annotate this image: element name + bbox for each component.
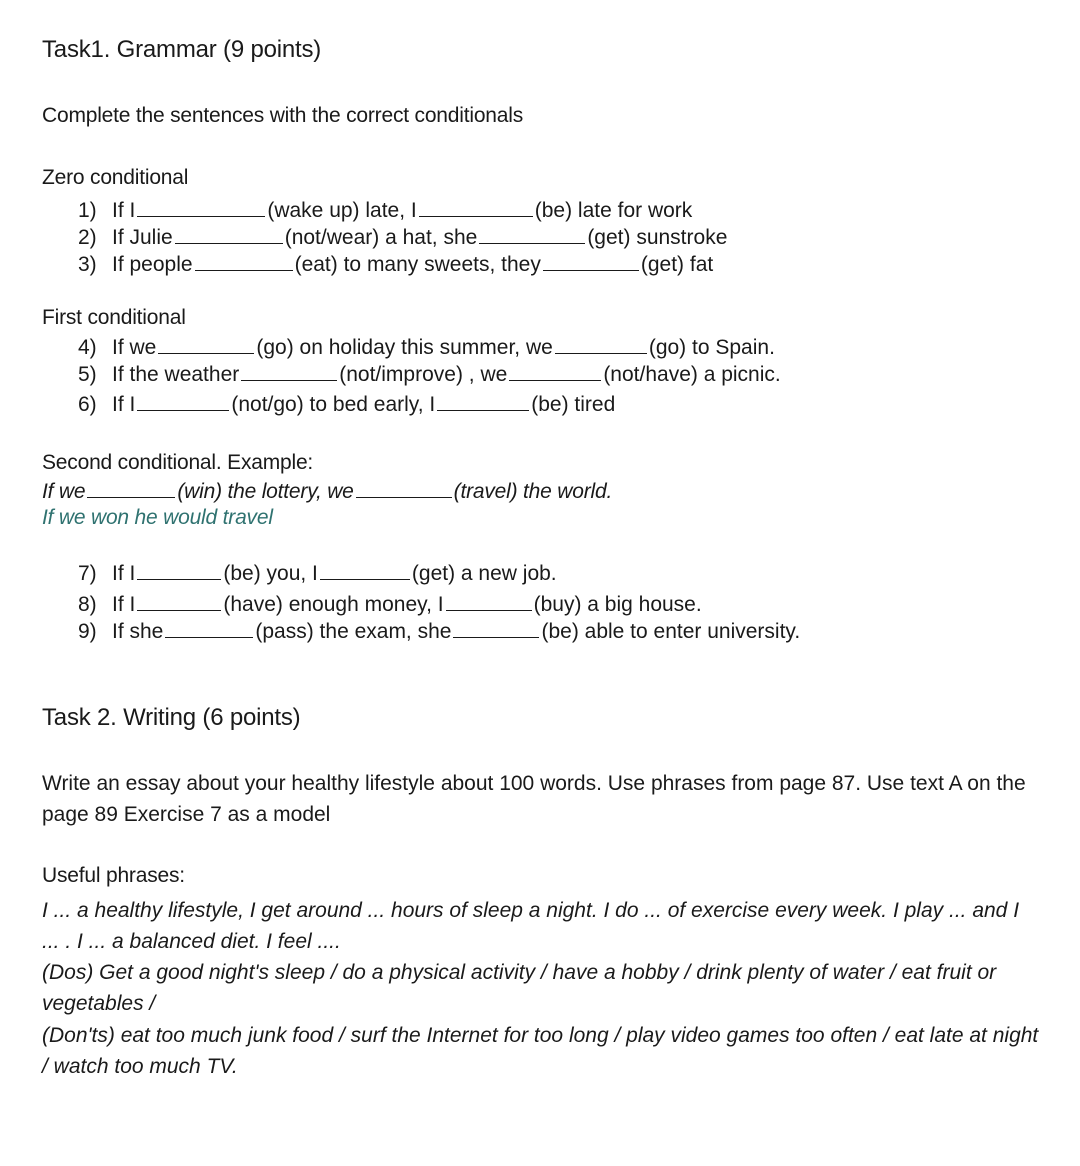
exercise-item-8: 8) If I (have) enough money, I (buy) a big house. [78,593,702,616]
exercise-item-3: 3) If people (eat) to many sweets, they (get) fat [78,253,714,276]
answer-blank[interactable] [165,619,253,638]
answer-blank[interactable] [437,392,529,411]
example-sentence: If we (win) the lottery, we (travel) the world. [42,480,613,503]
example-answer: If we won he would travel [42,506,273,529]
task1-instruction: Complete the sentences with the correct conditionals [42,104,524,127]
dos-list: (Dos) Get a good night's sleep / do a physical activity / have a hobby / drink plenty of water / eat fruit or vegetables / [42,961,997,1015]
answer-blank[interactable] [137,392,229,411]
task2-title: Task 2. Writing (6 points) [42,704,301,731]
useful-phrases-heading: Useful phrases: [42,864,185,887]
answer-blank[interactable] [453,619,539,638]
first-conditional-heading: First conditional [42,306,186,329]
answer-blank[interactable] [137,198,265,217]
exercise-item-2: 2) If Julie (not/wear) a hat, she (get) sunstroke [78,226,728,249]
example-blank [356,479,452,498]
exercise-item-5: 5) If the weather (not/improve) , we (not/have) a picnic. [78,363,781,386]
exercise-item-4: 4) If we (go) on holiday this summer, we (go) to Spain. [78,336,775,359]
answer-blank[interactable] [446,592,532,611]
answer-blank[interactable] [555,335,647,354]
donts-list: (Don'ts) eat too much junk food / surf the Internet for too long / play video games too often / eat late at night / watch too much TV. [42,1024,1039,1078]
answer-blank[interactable] [479,225,585,244]
answer-blank[interactable] [419,198,533,217]
exercise-item-1: 1) If I (wake up) late, I (be) late for work [78,199,693,222]
answer-blank[interactable] [158,335,254,354]
zero-conditional-heading: Zero conditional [42,166,189,189]
answer-blank[interactable] [195,252,293,271]
answer-blank[interactable] [137,592,221,611]
task1-title: Task1. Grammar (9 points) [42,36,322,63]
second-conditional-heading: Second conditional. Example: [42,451,314,474]
answer-blank[interactable] [241,362,337,381]
example-blank [87,479,175,498]
answer-blank[interactable] [543,252,639,271]
exercise-item-7: 7) If I (be) you, I (get) a new job. [78,562,557,585]
exercise-item-9: 9) If she (pass) the exam, she (be) able to enter university. [78,620,801,643]
task2-instruction: Write an essay about your healthy lifestyle about 100 words. Use phrases from page 87. Use text A on the page 89 Exercise 7 as a model [42,772,1026,826]
answer-blank[interactable] [137,561,221,580]
answer-blank[interactable] [509,362,601,381]
useful-phrases-text: I ... a healthy lifestyle, I get around ... hours of sleep a night. I do ... of exercise every week. I play ... and I ... . I ... a balanced diet. I feel .... [42,899,1020,953]
answer-blank[interactable] [320,561,410,580]
answer-blank[interactable] [175,225,283,244]
exercise-item-6: 6) If I (not/go) to bed early, I (be) tired [78,393,616,416]
